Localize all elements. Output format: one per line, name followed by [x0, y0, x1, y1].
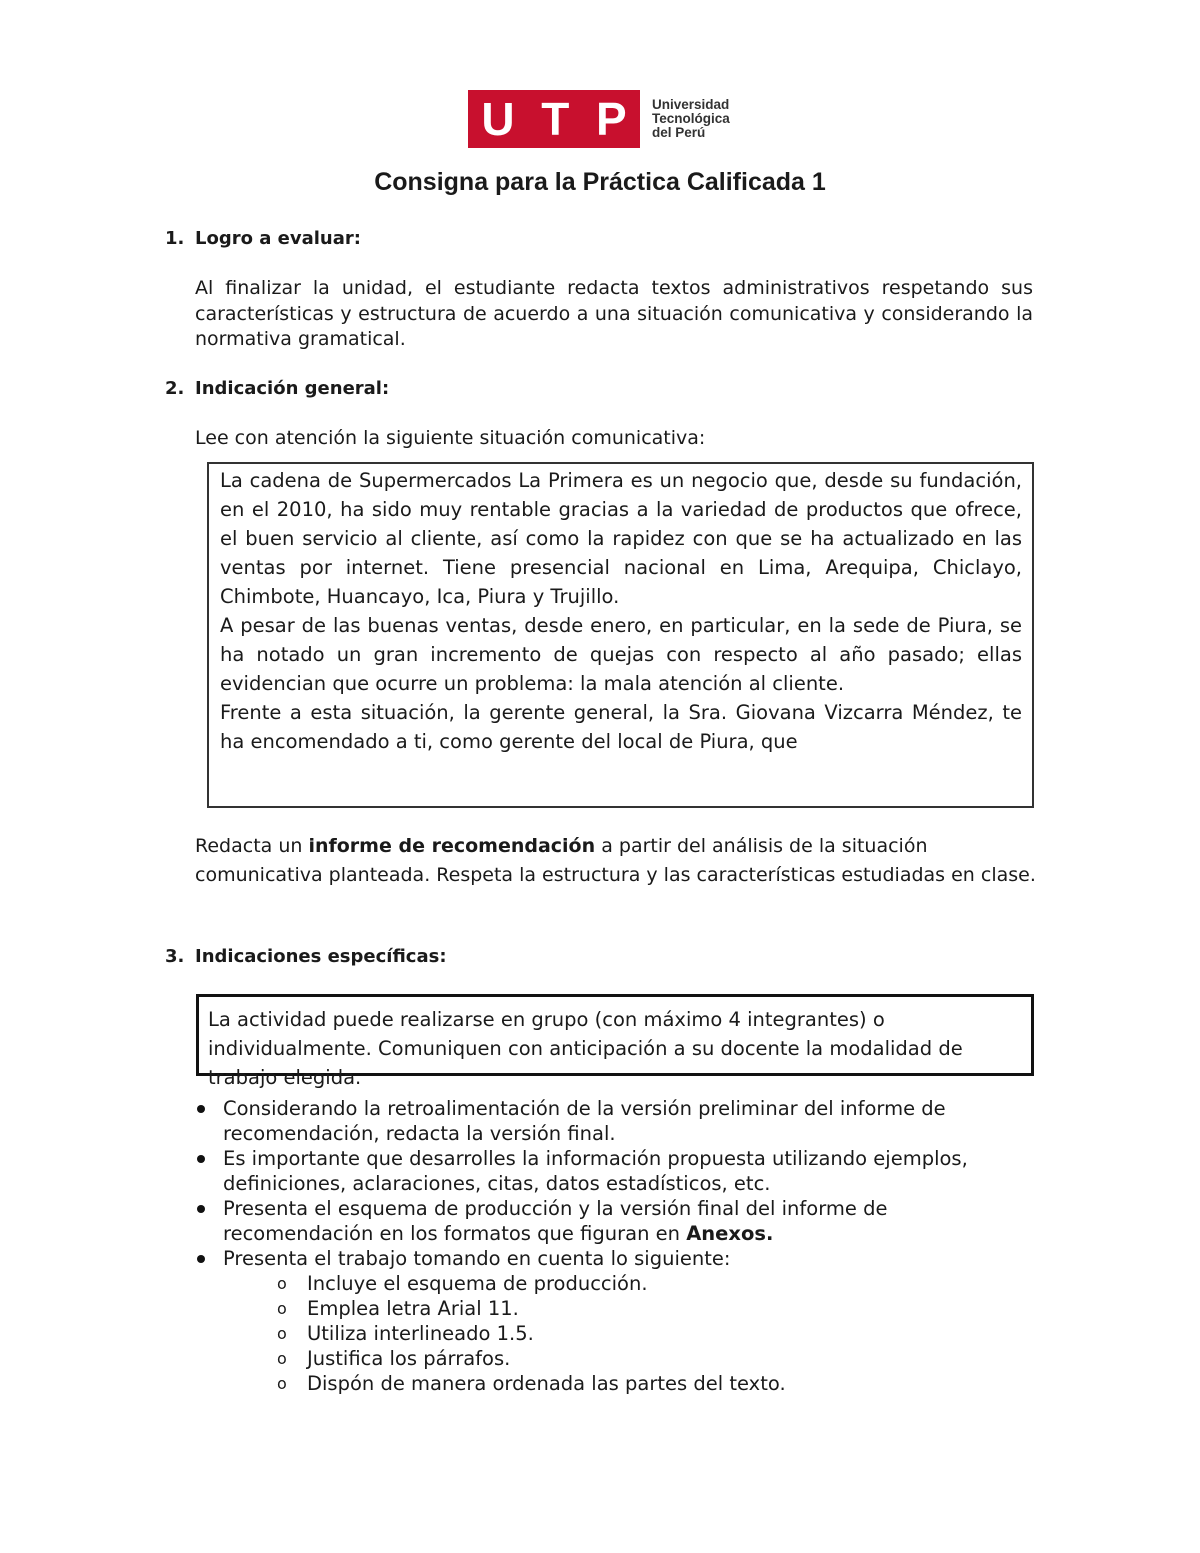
section-3-number: 3.	[165, 946, 185, 967]
situation-paragraph-2: A pesar de las buenas ventas, desde enero, en particular, en la sede de Piura, se ha notado un gran incremento de quejas con respecto al año pasado; ellas evidencian que ocurre un problema: la mala atención al cliente.	[220, 614, 1022, 695]
list-item	[195, 1196, 1040, 1246]
circle-bullet-icon: o	[277, 1349, 287, 1368]
logo-letter-t: T	[541, 93, 570, 145]
specific-indications-list	[195, 1096, 1040, 1396]
list-item	[195, 1146, 1040, 1196]
logo-line-1: Universidad	[652, 97, 730, 112]
section-2-number: 2.	[165, 378, 185, 399]
list-item	[195, 1096, 1040, 1146]
section-1-text: Al finalizar la unidad, el estudiante redacta textos administrativos respetando sus características y estructura de acuerdo a una situación comunicativa y considerando la normativa gramatical.	[195, 277, 1033, 350]
bullet-icon	[197, 1205, 205, 1213]
logo-letter-p: P	[595, 93, 627, 145]
task-text-before: Redacta un	[195, 835, 309, 857]
bullet-4-text: Presenta el trabajo tomando en cuenta lo siguiente:	[223, 1247, 731, 1270]
sub-list-item	[195, 1296, 1040, 1321]
sub-item-1: Incluye el esquema de producción.	[307, 1272, 648, 1295]
section-1-heading-text: Logro a evaluar:	[195, 228, 361, 249]
bullet-icon	[197, 1105, 205, 1113]
sub-item-3: Utiliza interlineado 1.5.	[307, 1322, 534, 1345]
task-text-bold: informe de recomendación	[308, 835, 596, 857]
sub-list-item	[195, 1271, 1040, 1296]
section-1-heading	[165, 228, 361, 249]
modality-box	[196, 994, 1034, 1089]
bullet-icon	[197, 1155, 205, 1163]
page-title: Consigna para la Práctica Calificada 1	[374, 168, 826, 196]
presentation-sublist	[195, 1271, 1040, 1396]
circle-bullet-icon: o	[277, 1299, 287, 1318]
section-2-heading	[165, 378, 389, 399]
bullet-3-text: Presenta el esquema de producción y la versión final del informe de recomendación en los formatos que figuran en	[223, 1197, 888, 1245]
circle-bullet-icon: o	[277, 1274, 287, 1293]
section-1-number: 1.	[165, 228, 185, 249]
section-3-heading	[165, 946, 447, 967]
logo-line-2: Tecnológica	[652, 111, 730, 126]
sub-list-item	[195, 1321, 1040, 1346]
task-paragraph	[195, 832, 1050, 890]
logo-mark	[468, 90, 640, 148]
sub-item-4: Justifica los párrafos.	[307, 1347, 511, 1370]
bullet-icon	[197, 1255, 205, 1263]
sub-list-item	[195, 1346, 1040, 1371]
situation-paragraph-1: La cadena de Supermercados La Primera es un negocio que, desde su fundación, en el 2010, ha sido muy rentable gracias a la variedad de productos que ofrece, el buen servicio al cliente, así como la rapidez con que se ha actualizado en las ventas por internet. Tiene presencial nacional en Lima, Arequipa, Chiclayo, Chimbote, Huancayo, Ica, Piura y Trujillo.	[220, 469, 1022, 608]
section-2-heading-text: Indicación general:	[195, 378, 390, 399]
section-2-intro: Lee con atención la siguiente situación comunicativa:	[195, 427, 706, 449]
bullet-3-bold: Anexos.	[686, 1222, 774, 1245]
section-3-heading-text: Indicaciones específicas:	[195, 946, 447, 967]
bullet-2-text: Es importante que desarrolles la información propuesta utilizando ejemplos, definiciones, aclaraciones, citas, datos estadísticos, etc.	[223, 1147, 968, 1195]
situation-box	[207, 462, 1034, 808]
circle-bullet-icon: o	[277, 1374, 287, 1393]
bullet-1-text: Considerando la retroalimentación de la versión preliminar del informe de recomendación, redacta la versión final.	[223, 1097, 946, 1145]
situation-paragraph-3: Frente a esta situación, la gerente general, la Sra. Giovana Vizcarra Méndez, te ha encomendado a ti, como gerente del local de Piura, que	[220, 701, 1022, 753]
sub-item-5: Dispón de manera ordenada las partes del texto.	[307, 1372, 786, 1395]
utp-logo	[468, 90, 730, 148]
modality-text: La actividad puede realizarse en grupo (con máximo 4 integrantes) o individualmente. Comuniquen con anticipación a su docente la modalidad de trabajo elegida.	[208, 1008, 963, 1089]
list-item	[195, 1246, 1040, 1271]
logo-wordmark	[652, 98, 730, 140]
circle-bullet-icon: o	[277, 1324, 287, 1343]
sub-list-container	[195, 1271, 1040, 1396]
logo-line-3: del Perú	[652, 125, 706, 140]
sub-item-2: Emplea letra Arial 11.	[307, 1297, 519, 1320]
task-text-after: a partir del análisis de la situación comunicativa planteada. Respeta la estructura y las características estudiadas en clase.	[195, 835, 1036, 886]
logo-letter-u: U	[481, 93, 515, 145]
sub-list-item	[195, 1371, 1040, 1396]
